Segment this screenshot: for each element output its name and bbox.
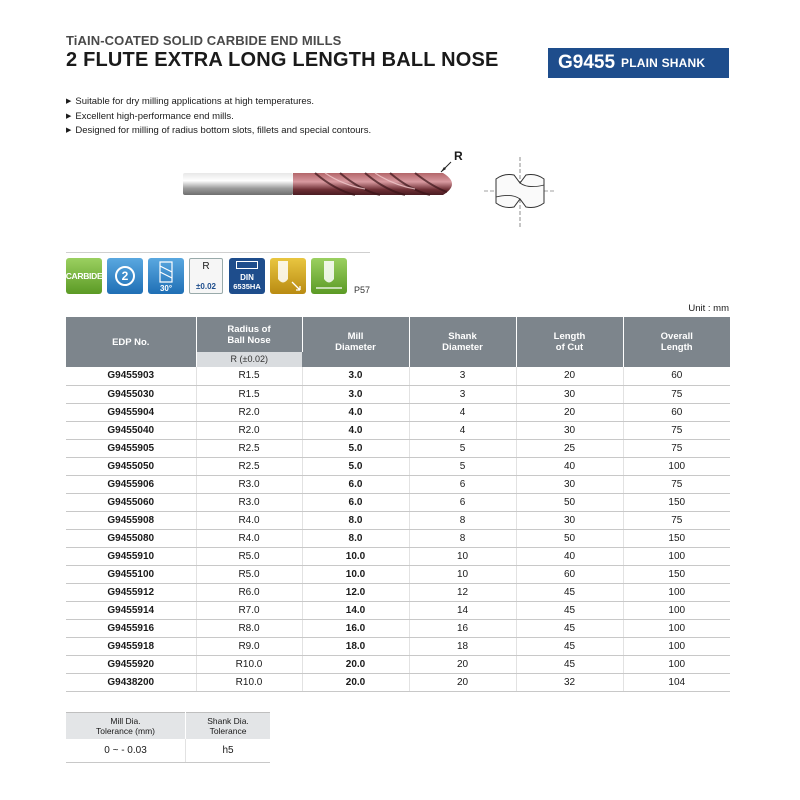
- specification-table: [66, 317, 730, 692]
- mill-diameter-cell: 6.0: [302, 493, 409, 511]
- feature-item: ▶ Excellent high-performance end mills.: [66, 110, 371, 125]
- radius-cell: R5.0: [196, 565, 302, 583]
- column-header-overall-length: Overall Length: [623, 317, 730, 367]
- feature-item: ▶ Suitable for dry milling applications at high temperatures.: [66, 95, 371, 110]
- length-of-cut-cell: 45: [516, 583, 623, 601]
- shank-diameter-cell: 18: [409, 637, 516, 655]
- mill-diameter-cell: 18.0: [302, 637, 409, 655]
- radius-cell: R9.0: [196, 637, 302, 655]
- table-row: [66, 457, 730, 475]
- mill-diameter-cell: 5.0: [302, 457, 409, 475]
- edp-cell: G9455904: [66, 403, 196, 421]
- shank-type: PLAIN SHANK: [621, 56, 706, 70]
- overall-length-cell: 104: [623, 673, 730, 691]
- series-code: G9455: [558, 52, 616, 73]
- shank-diameter-cell: 20: [409, 655, 516, 673]
- length-of-cut-cell: 60: [516, 565, 623, 583]
- table-row: [66, 637, 730, 655]
- shank-diameter-cell: 6: [409, 493, 516, 511]
- table-row: [66, 565, 730, 583]
- length-of-cut-cell: 20: [516, 403, 623, 421]
- radius-cell: R1.5: [196, 385, 302, 403]
- edp-cell: G9455912: [66, 583, 196, 601]
- table-row: [66, 475, 730, 493]
- feature-list: [66, 95, 371, 139]
- overall-length-cell: 75: [623, 475, 730, 493]
- radius-cell: R4.0: [196, 511, 302, 529]
- radius-cell: R3.0: [196, 493, 302, 511]
- radius-cell: R5.0: [196, 547, 302, 565]
- edp-cell: G9438200: [66, 673, 196, 691]
- mill-diameter-cell: 3.0: [302, 367, 409, 385]
- length-of-cut-cell: 25: [516, 439, 623, 457]
- feature-icons: [66, 252, 370, 298]
- overall-length-cell: 100: [623, 601, 730, 619]
- mill-diameter-cell: 6.0: [302, 475, 409, 493]
- page-title: 2 FLUTE EXTRA LONG LENGTH BALL NOSE: [66, 49, 499, 71]
- length-of-cut-cell: 45: [516, 655, 623, 673]
- edp-cell: G9455908: [66, 511, 196, 529]
- radius-label: R: [454, 149, 463, 163]
- mill-diameter-cell: 4.0: [302, 403, 409, 421]
- series-badge: [548, 48, 729, 78]
- shank-diameter-cell: 8: [409, 511, 516, 529]
- overall-length-cell: 150: [623, 565, 730, 583]
- unit-note: Unit : mm: [688, 303, 729, 314]
- column-header-shank-diameter: Shank Diameter: [409, 317, 516, 367]
- length-of-cut-cell: 30: [516, 385, 623, 403]
- overall-length-cell: 75: [623, 421, 730, 439]
- radius-icon-label: R: [202, 261, 210, 272]
- overall-length-cell: 100: [623, 655, 730, 673]
- edp-cell: G9455050: [66, 457, 196, 475]
- mill-diameter-cell: 10.0: [302, 565, 409, 583]
- edp-cell: G9455914: [66, 601, 196, 619]
- helix-angle-icon: [148, 258, 184, 294]
- page-subtitle: TiAIN-COATED SOLID CARBIDE END MILLS: [66, 33, 342, 48]
- radius-cell: R2.5: [196, 439, 302, 457]
- mill-diameter-cell: 20.0: [302, 655, 409, 673]
- mill-diameter-cell: 14.0: [302, 601, 409, 619]
- edp-cell: G9455918: [66, 637, 196, 655]
- mill-tolerance-value: 0 ~ - 0.03: [66, 739, 186, 763]
- tolerance-table: [66, 712, 270, 763]
- column-subheader-radius-tolerance: R (±0.02): [196, 352, 302, 367]
- edp-cell: G9455903: [66, 367, 196, 385]
- slotting-application-icon: [270, 258, 306, 294]
- length-of-cut-cell: 40: [516, 457, 623, 475]
- shank-diameter-cell: 4: [409, 403, 516, 421]
- shank-diameter-cell: 12: [409, 583, 516, 601]
- overall-length-cell: 75: [623, 385, 730, 403]
- edp-cell: G9455060: [66, 493, 196, 511]
- column-header-radius: Radius of Ball Nose: [196, 317, 302, 352]
- overall-length-cell: 100: [623, 619, 730, 637]
- ball-nose-tip-illustration: [480, 155, 560, 230]
- length-of-cut-cell: 45: [516, 601, 623, 619]
- length-of-cut-cell: 30: [516, 421, 623, 439]
- edp-cell: G9455080: [66, 529, 196, 547]
- overall-length-cell: 100: [623, 547, 730, 565]
- table-row: [66, 367, 730, 385]
- shank-diameter-cell: 10: [409, 565, 516, 583]
- overall-length-cell: 150: [623, 529, 730, 547]
- shank-diameter-cell: 3: [409, 385, 516, 403]
- shank-diameter-cell: 5: [409, 439, 516, 457]
- table-row: [66, 673, 730, 691]
- helix-angle-label: 30°: [159, 284, 173, 293]
- length-of-cut-cell: 30: [516, 511, 623, 529]
- length-of-cut-cell: 30: [516, 475, 623, 493]
- feature-item: ▶ Designed for milling of radius bottom slots, fillets and special contours.: [66, 124, 371, 139]
- overall-length-cell: 60: [623, 367, 730, 385]
- table-row: [66, 583, 730, 601]
- mill-diameter-cell: 8.0: [302, 511, 409, 529]
- table-row: [66, 493, 730, 511]
- radius-cell: R8.0: [196, 619, 302, 637]
- two-flute-icon: [107, 258, 143, 294]
- length-of-cut-cell: 45: [516, 619, 623, 637]
- mill-diameter-cell: 20.0: [302, 673, 409, 691]
- table-row: [66, 547, 730, 565]
- table-row: [66, 439, 730, 457]
- column-header-mill-tolerance: Mill Dia. Tolerance (mm): [66, 713, 186, 739]
- din-label: DIN: [240, 273, 254, 282]
- overall-length-cell: 75: [623, 439, 730, 457]
- mill-diameter-cell: 3.0: [302, 385, 409, 403]
- length-of-cut-cell: 50: [516, 529, 623, 547]
- overall-length-cell: 60: [623, 403, 730, 421]
- column-header-mill-diameter: Mill Diameter: [302, 317, 409, 367]
- radius-cell: R4.0: [196, 529, 302, 547]
- length-of-cut-cell: 50: [516, 493, 623, 511]
- radius-cell: R7.0: [196, 601, 302, 619]
- din-shank-icon: [229, 258, 265, 294]
- mill-diameter-cell: 4.0: [302, 421, 409, 439]
- shank-diameter-cell: 5: [409, 457, 516, 475]
- column-header-length-of-cut: Length of Cut: [516, 317, 623, 367]
- length-of-cut-cell: 20: [516, 367, 623, 385]
- edp-cell: G9455100: [66, 565, 196, 583]
- radius-cell: R10.0: [196, 655, 302, 673]
- shank-diameter-cell: 4: [409, 421, 516, 439]
- overall-length-cell: 100: [623, 583, 730, 601]
- radius-tolerance-icon: [189, 258, 223, 294]
- table-row: [66, 529, 730, 547]
- table-row: [66, 421, 730, 439]
- column-header-edp: EDP No.: [66, 317, 196, 367]
- edp-cell: G9455040: [66, 421, 196, 439]
- edp-cell: G9455910: [66, 547, 196, 565]
- edp-cell: G9455920: [66, 655, 196, 673]
- shank-tolerance-value: h5: [186, 739, 271, 763]
- mill-diameter-cell: 8.0: [302, 529, 409, 547]
- radius-cell: R2.0: [196, 421, 302, 439]
- mill-diameter-cell: 10.0: [302, 547, 409, 565]
- table-row: [66, 619, 730, 637]
- mill-diameter-cell: 16.0: [302, 619, 409, 637]
- length-of-cut-cell: 45: [516, 637, 623, 655]
- overall-length-cell: 150: [623, 493, 730, 511]
- table-row: [66, 739, 270, 763]
- profiling-application-icon: [311, 258, 347, 294]
- table-row: [66, 403, 730, 421]
- shank-diameter-cell: 10: [409, 547, 516, 565]
- radius-cell: R10.0: [196, 673, 302, 691]
- table-row: [66, 655, 730, 673]
- radius-cell: R6.0: [196, 583, 302, 601]
- overall-length-cell: 75: [623, 511, 730, 529]
- overall-length-cell: 100: [623, 457, 730, 475]
- edp-cell: G9455906: [66, 475, 196, 493]
- edp-cell: G9455905: [66, 439, 196, 457]
- radius-tolerance-label: ±0.02: [196, 282, 216, 291]
- mill-diameter-cell: 12.0: [302, 583, 409, 601]
- radius-cell: R1.5: [196, 367, 302, 385]
- table-row: [66, 511, 730, 529]
- length-of-cut-cell: 32: [516, 673, 623, 691]
- mill-diameter-cell: 5.0: [302, 439, 409, 457]
- carbide-icon-label: CARBIDE: [65, 271, 103, 281]
- edp-cell: G9455030: [66, 385, 196, 403]
- length-of-cut-cell: 40: [516, 547, 623, 565]
- radius-cell: R2.0: [196, 403, 302, 421]
- end-mill-illustration: [175, 145, 470, 215]
- radius-cell: R2.5: [196, 457, 302, 475]
- radius-cell: R3.0: [196, 475, 302, 493]
- carbide-icon: [66, 258, 102, 294]
- din-standard: 6535HA: [233, 282, 261, 291]
- flute-count: 2: [115, 266, 135, 286]
- column-header-shank-tolerance: Shank Dia. Tolerance: [186, 713, 271, 739]
- shank-diameter-cell: 6: [409, 475, 516, 493]
- shank-diameter-cell: 8: [409, 529, 516, 547]
- table-row: [66, 601, 730, 619]
- shank-diameter-cell: 3: [409, 367, 516, 385]
- shank-diameter-cell: 20: [409, 673, 516, 691]
- page-reference: P57: [354, 285, 371, 295]
- shank-diameter-cell: 14: [409, 601, 516, 619]
- edp-cell: G9455916: [66, 619, 196, 637]
- overall-length-cell: 100: [623, 637, 730, 655]
- table-row: [66, 385, 730, 403]
- shank-diameter-cell: 16: [409, 619, 516, 637]
